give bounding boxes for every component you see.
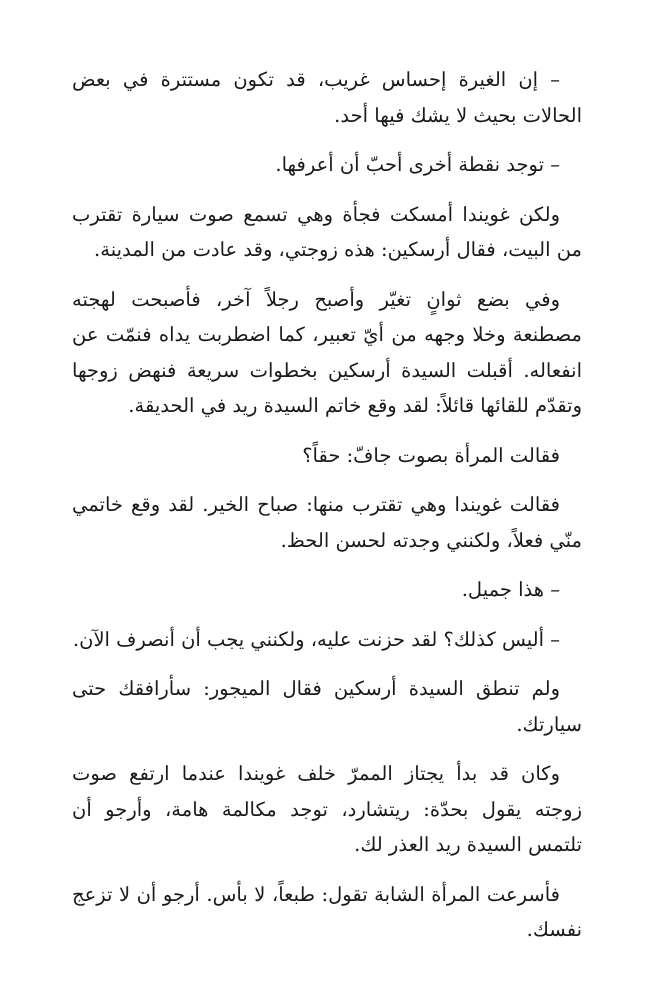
paragraph-6: فقالت غويندا وهي تقترب منها: صباح الخير. لقد وقع خاتمي منّي فعلاً، ولكنني وجدته لحسن الحظ. bbox=[72, 493, 582, 552]
paragraph-11: فأسرعت المرأة الشابة تقول: طبعاً، لا بأس. أرجو أن لا تزعج نفسك. bbox=[72, 882, 582, 941]
paragraph-8: – أليس كذلك؟ لقد حزنت عليه، ولكنني يجب أن أنصرف الآن. bbox=[72, 627, 560, 651]
paragraph-10: وكان قد بدأ يجتاز الممرّ خلف غويندا عندما ارتفع صوت زوجته يقول بحدّة: ريتشارد، توجد مكالمة هامة، وأرجو أن تلتمس السيدة ريد العذر لك. bbox=[72, 762, 582, 856]
paragraph-7: – هذا جميل. bbox=[461, 578, 560, 601]
paragraph-5: فقالت المرأة بصوت جافّ: حقاً؟ bbox=[302, 443, 560, 467]
paragraph-3: ولكن غويندا أمسكت فجأة وهي تسمع صوت سيارة تقترب من البيت، فقال أرسكين: هذه زوجتي، وقد عادت من المدينة. bbox=[72, 202, 582, 261]
book-page bbox=[72, 62, 582, 962]
paragraph-2: – توجد نقطة أخرى أحبّ أن أعرفها. bbox=[275, 153, 560, 176]
paragraph-9: ولم تنطق السيدة أرسكين فقال الميجور: سأرافقك حتى سيارتك. bbox=[72, 677, 582, 736]
paragraph-4: وفي بضع ثوانٍ تغيّر وأصبح رجلاً آخر، فأصبحت لهجته مصطنعة وخلا وجهه من أيّ تعبير، كما اضطربت يداه فنمّت عن انفعاله. أقبلت السيدة أرسكين بخطوات سريعة فنهض زوجها وتقدّم للقائها قائلاً: لقد وقع خاتم السيدة ريد في الحديقة. bbox=[72, 287, 582, 417]
paragraph-1: – إن الغيرة إحساس غريب، قد تكون مستترة في بعض الحالات بحيث لا يشك فيها أحد. bbox=[72, 68, 582, 127]
